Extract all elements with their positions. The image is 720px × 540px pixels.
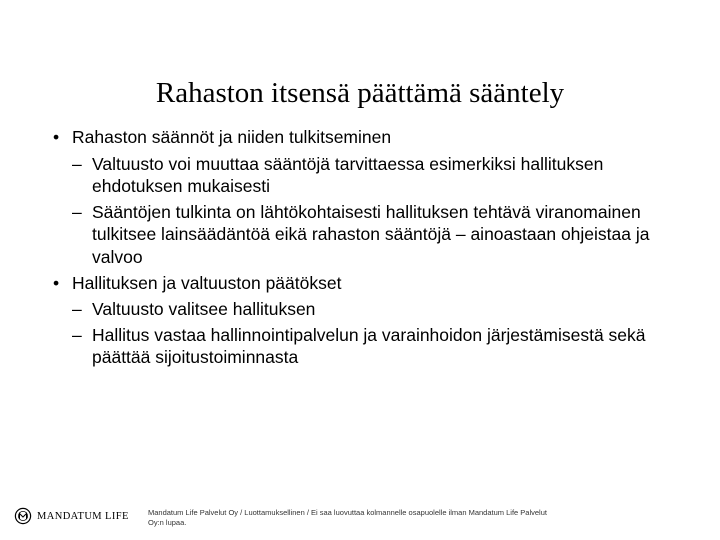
sub-bullet-text: Sääntöjen tulkinta on lähtökohtaisesti hallituksen tehtävä viranomainen tulkitsee lainsäädäntöä eikä rahaston sääntöjä – ainoastaan ohjeistaa ja valvoo bbox=[92, 201, 650, 267]
logo-text: MANDATUM LIFE bbox=[37, 510, 129, 522]
sub-bullet-text: Valtuusto voi muuttaa sääntöjä tarvittaessa esimerkiksi hallituksen ehdotuksen mukaisesti bbox=[92, 153, 604, 197]
slide-title: Rahaston itsensä päättämä sääntely bbox=[155, 77, 565, 109]
sub-bullet-item bbox=[0, 298, 662, 321]
sub-bullet-marker: – bbox=[72, 153, 82, 174]
bullet-text: Rahaston säännöt ja niiden tulkitseminen bbox=[72, 127, 392, 147]
bullet-item bbox=[0, 126, 720, 149]
bullet-item bbox=[0, 272, 720, 295]
slide-content bbox=[0, 126, 720, 372]
sub-bullet-marker: – bbox=[72, 201, 82, 222]
mandatum-emblem-icon bbox=[13, 507, 33, 525]
company-logo bbox=[13, 507, 129, 525]
sub-bullet-item bbox=[0, 324, 662, 369]
bullet-marker: • bbox=[53, 272, 60, 293]
footer-confidentiality-note: Mandatum Life Palvelut Oy / Luottamuksellinen / Ei saa luovuttaa kolmannelle osapuolelle ilman Mandatum Life Palvelut Oy:n lupaa. bbox=[148, 508, 547, 527]
sub-bullet-marker: – bbox=[72, 299, 82, 320]
sub-bullet-marker: – bbox=[72, 324, 82, 345]
bullet-text: Hallituksen ja valtuuston päätökset bbox=[72, 272, 342, 293]
sub-bullet-text: Valtuusto valitsee hallituksen bbox=[92, 299, 316, 320]
bullet-marker: • bbox=[53, 127, 60, 147]
sub-bullet-item bbox=[0, 153, 662, 198]
sub-bullet-text: Hallitus vastaa hallinnointipalvelun ja varainhoidon järjestämisestä sekä päättää sijoitustoiminnasta bbox=[92, 324, 646, 368]
sub-bullet-item bbox=[0, 201, 662, 269]
